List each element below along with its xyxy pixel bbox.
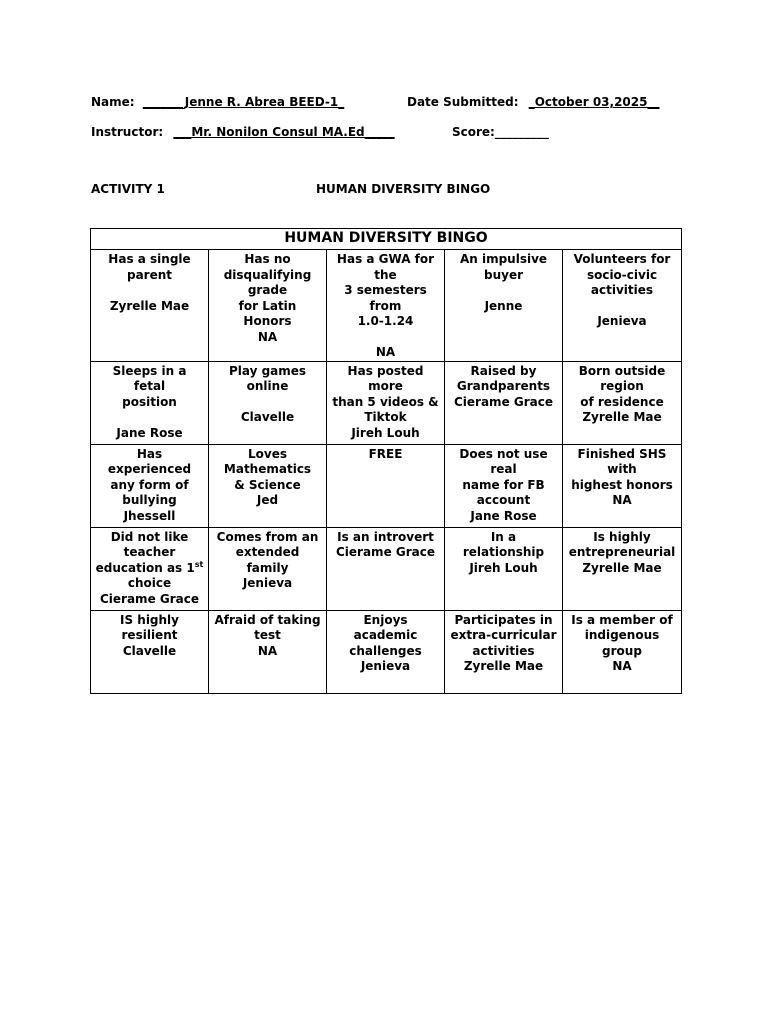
bingo-cell-line: entrepreneurial	[568, 545, 676, 559]
bingo-cell-line	[95, 283, 204, 299]
instructor-field	[91, 125, 395, 139]
score-label: Score:	[452, 125, 495, 139]
bingo-cell-line: Is highly	[593, 529, 651, 544]
bingo-cell	[563, 527, 682, 610]
bingo-cell-line: Sleeps in a fetal	[112, 363, 187, 393]
bingo-cell-line: highest honors	[571, 477, 673, 492]
instructor-value: ___Mr. Nonilon Consul MA.Ed_____	[173, 125, 395, 139]
bingo-cell-line: Zyrelle Mae	[109, 298, 190, 313]
bingo-cell-line: position	[122, 394, 177, 409]
bingo-cell-line: activities	[472, 643, 535, 658]
bingo-cell	[91, 250, 209, 362]
bingo-cell-line: socio-civic activities	[586, 267, 658, 297]
bingo-cell-line	[567, 299, 677, 315]
bingo-cell	[563, 361, 682, 444]
bingo-cell-line: Has a GWA for the	[336, 252, 435, 282]
bingo-cell-line: Jhessell	[123, 508, 176, 523]
bingo-cell	[563, 610, 682, 693]
bingo-cell-line: Tiktok	[364, 410, 407, 424]
bingo-cell-line: An impulsive buyer	[459, 252, 548, 282]
bingo-cell-line: Is a member of	[571, 612, 673, 627]
bingo-cell-line: Clavelle	[240, 410, 295, 424]
bingo-cell	[327, 444, 445, 527]
bingo-cell-line	[331, 330, 440, 346]
bingo-cell-line: choice	[127, 576, 172, 590]
bingo-cell-line: Cierame Grace	[453, 394, 553, 409]
bingo-cell	[209, 250, 327, 362]
date-submitted-value: _October 03,2025__	[528, 95, 660, 109]
bingo-cell-line: than 5 videos &	[332, 394, 439, 409]
bingo-cell	[209, 361, 327, 444]
date-submitted-label: Date Submitted:	[407, 95, 519, 109]
bingo-row	[91, 610, 682, 693]
bingo-cell	[327, 610, 445, 693]
bingo-cell-line: Grandparents	[456, 379, 551, 393]
bingo-cell	[445, 361, 563, 444]
bingo-cell-line: Jireh Louh	[469, 560, 538, 575]
bingo-cell-line: Has a single parent	[108, 252, 191, 282]
bingo-cell-line: Raised by	[470, 363, 537, 378]
bingo-cell-line: Jenieva	[242, 576, 293, 590]
bingo-cell-line: Play games online	[228, 363, 307, 393]
bingo-cell-line: indigenous group	[584, 628, 660, 658]
instructor-label: Instructor:	[91, 125, 164, 139]
bingo-cell-line: Jane Rose	[470, 508, 537, 523]
bingo-cell-line: NA	[612, 493, 632, 507]
bingo-cell-line: Jenieva	[360, 659, 411, 673]
bingo-cell-line: 3 semesters from	[344, 283, 427, 313]
bingo-cell	[91, 444, 209, 527]
bingo-cell-line: any form of	[110, 477, 189, 492]
bingo-cell-line: NA	[257, 329, 278, 344]
bingo-cell-line: disqualifying grade	[223, 267, 312, 297]
bingo-cell-line	[95, 410, 204, 426]
bingo-row	[91, 444, 682, 527]
bingo-cell-line: Finished SHS with	[577, 446, 667, 476]
bingo-cell-line: challenges	[349, 643, 422, 658]
bingo-cell	[91, 361, 209, 444]
bingo-cell	[445, 610, 563, 693]
bingo-cell-line: Has posted more	[347, 363, 424, 393]
bingo-cell-line: name for FB	[462, 477, 545, 492]
bingo-cell-line: NA	[612, 659, 632, 673]
bingo-cell-line: Zyrelle Mae	[463, 659, 544, 673]
score-value: _________	[494, 125, 549, 139]
bingo-cell-line: Has no	[244, 252, 291, 266]
bingo-cell	[563, 444, 682, 527]
bingo-cell-line: Did not like teacher	[110, 529, 189, 559]
bingo-cell-line: account	[476, 493, 531, 507]
bingo-cell	[209, 527, 327, 610]
bingo-cell-line: Cierame Grace	[99, 591, 199, 606]
date-submitted-field	[407, 95, 659, 109]
bingo-cell-line: Is an introvert	[337, 529, 434, 544]
bingo-cell-line: Jireh Louh	[351, 425, 420, 440]
bingo-cell-line: Cierame Grace	[335, 545, 435, 559]
bingo-cell	[563, 250, 682, 362]
bingo-row	[91, 527, 682, 610]
bingo-cell-line: FREE	[368, 446, 403, 461]
bingo-grid	[91, 250, 682, 694]
bingo-cell-line: NA	[375, 345, 396, 359]
bingo-cell-line: Jenieva	[597, 314, 647, 328]
bingo-cell-line: Zyrelle Mae	[582, 410, 662, 424]
score-field	[452, 125, 549, 139]
bingo-cell-line: Jenne	[484, 298, 523, 313]
bingo-cell-line	[449, 283, 558, 299]
bingo-cell	[209, 444, 327, 527]
bingo-cell	[445, 250, 563, 362]
bingo-cell	[327, 250, 445, 362]
bingo-cell-line	[213, 395, 322, 411]
bingo-cell	[91, 527, 209, 610]
bingo-cell-line: Jed	[256, 493, 279, 507]
bingo-cell	[327, 527, 445, 610]
bingo-row	[91, 250, 682, 362]
bingo-cell-line: 1.0-1.24	[357, 314, 414, 328]
bingo-cell-line: IS highly resilient	[119, 612, 179, 642]
bingo-cell-line: Loves Mathematics	[223, 446, 312, 476]
bingo-cell-line: & Science	[234, 477, 301, 492]
bingo-cell-line: education as 1st	[95, 559, 204, 575]
activity-label: ACTIVITY 1	[91, 182, 165, 196]
name-label: Name:	[91, 95, 135, 109]
bingo-cell-line: NA	[257, 643, 278, 658]
bingo-cell-line: Comes from an	[216, 529, 319, 544]
activity-title: HUMAN DIVERSITY BINGO	[316, 182, 491, 196]
bingo-cell-line: Does not use real	[459, 446, 548, 476]
bingo-cell	[445, 527, 563, 610]
name-field	[91, 95, 344, 109]
bingo-cell-line: bullying	[122, 493, 177, 507]
bingo-card-title: HUMAN DIVERSITY BINGO	[91, 229, 682, 250]
bingo-card-table	[90, 228, 682, 694]
bingo-cell-line: Jane Rose	[116, 425, 183, 440]
bingo-cell	[327, 361, 445, 444]
bingo-cell-line: Born outside region	[578, 363, 666, 393]
bingo-cell-line: Afraid of taking test	[214, 612, 321, 642]
bingo-cell-line: extended family	[235, 545, 300, 575]
bingo-row	[91, 361, 682, 444]
bingo-cell-line: In a relationship	[462, 529, 545, 559]
bingo-cell	[209, 610, 327, 693]
bingo-cell-line: for Latin Honors	[238, 298, 297, 328]
bingo-cell-line: Has experienced	[107, 446, 192, 476]
bingo-cell-line: extra-curricular	[450, 628, 557, 642]
bingo-cell-line: of residence	[580, 394, 664, 409]
bingo-cell-line: Zyrelle Mae	[582, 560, 662, 575]
bingo-cell	[445, 444, 563, 527]
bingo-cell	[91, 610, 209, 693]
bingo-cell-line: Participates in	[454, 612, 553, 627]
bingo-cell-line: Enjoys academic	[353, 612, 418, 642]
bingo-cell-line: Volunteers for	[573, 252, 671, 266]
name-value: _______Jenne R. Abrea BEED-1_	[142, 95, 345, 109]
ordinal-superscript: st	[194, 559, 204, 569]
bingo-cell-line: Clavelle	[122, 643, 177, 658]
